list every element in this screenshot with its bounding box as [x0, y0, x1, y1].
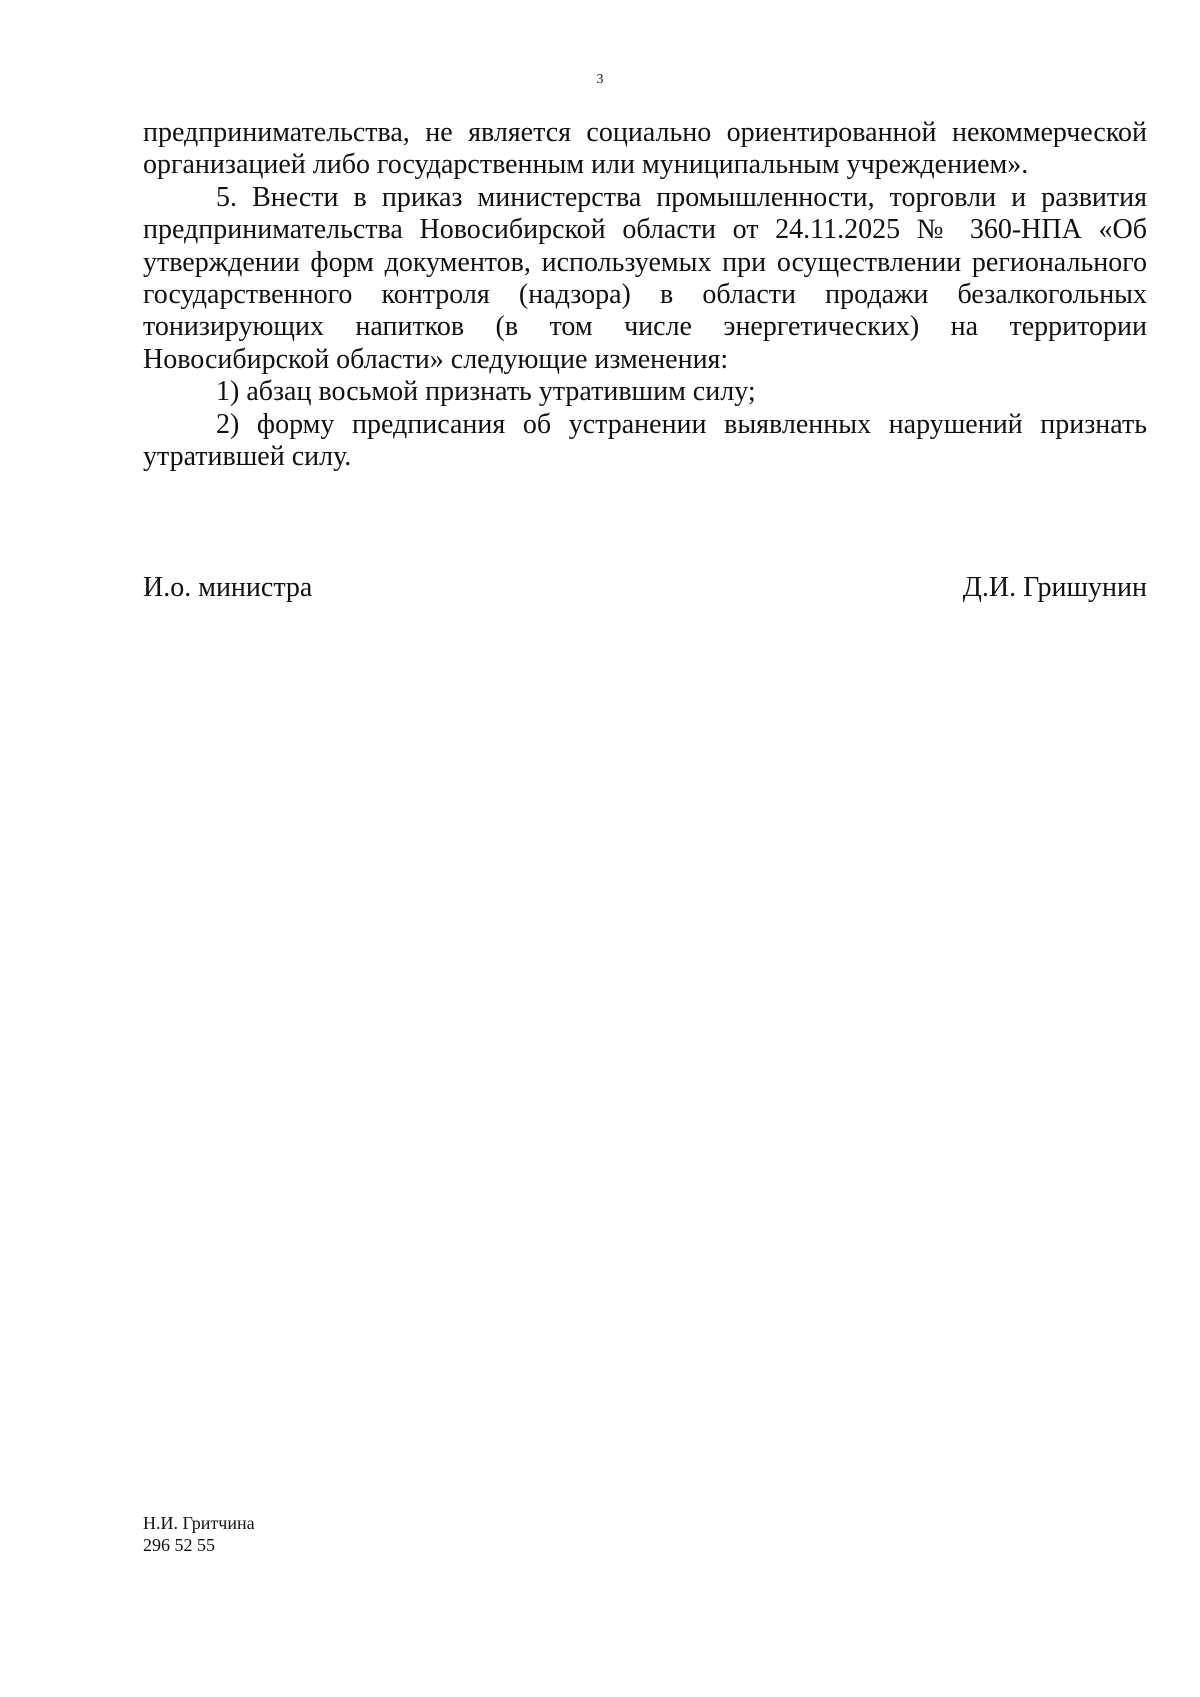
document-body — [143, 117, 1147, 473]
executor-block — [143, 1512, 255, 1556]
signatory-name: Д.И. Гришунин — [962, 572, 1147, 603]
paragraph-subitem-2: 2) форму предписания об устранении выявленных нарушений признать утратившей силу. — [143, 408, 1147, 473]
paragraph-item-5: 5. Внести в приказ министерства промышленности, торговли и развития предпринимательства Новосибирской области от 24.11.2025 № 360-НПА «Об утверждении форм документов, используемых при осуществлении регионального государственного контроля (надзора) в области продажи безалкогольных тонизирующих напитков (в том числе энергетических) на территории Новосибирской области» следующие изменения: — [143, 181, 1147, 375]
paragraph-subitem-1: 1) абзац восьмой признать утратившим силу; — [216, 376, 756, 408]
signatory-position: И.о. министра — [143, 572, 313, 603]
signature-block — [143, 572, 1147, 604]
executor-name: Н.И. Гритчина — [143, 1513, 255, 1533]
executor-phone: 296 52 55 — [143, 1535, 215, 1555]
page-number: 3 — [596, 72, 604, 87]
paragraph-continuation: предпринимательства, не является социально ориентированной некоммерческой организацией либо государственным или муниципальным учреждением». — [143, 117, 1147, 181]
